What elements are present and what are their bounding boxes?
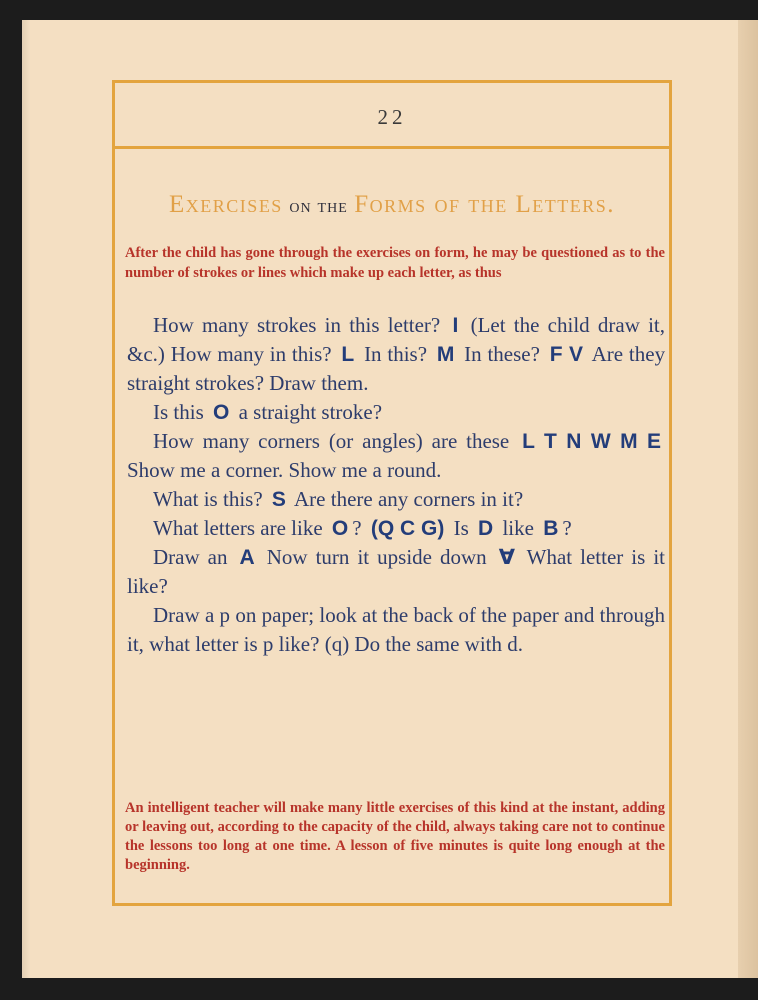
section-heading [115, 191, 669, 219]
letter-sample: O [331, 517, 349, 540]
letter-sample: (Q C G) [370, 517, 445, 540]
text: (Let the child draw it, &c.) How many in this? [127, 313, 666, 366]
page-frame [112, 80, 672, 906]
text: ? [562, 516, 572, 540]
text: like [502, 516, 534, 540]
letter-sample: D [478, 517, 494, 540]
text: In these? [464, 342, 540, 366]
text: Draw an [153, 545, 228, 569]
text: In this? [364, 342, 428, 366]
adjacent-page-edge [738, 20, 758, 978]
header-rule [115, 146, 669, 149]
letter-sample: S [271, 488, 286, 511]
text: What letter is it like? [127, 545, 666, 598]
page-number: 22 [377, 105, 407, 129]
heading-part-forms: Forms of the Letters. [354, 191, 615, 218]
letter-sample: B [543, 517, 559, 540]
text: What letters are like [153, 516, 323, 540]
text: Is [453, 516, 469, 540]
text: What is this? [153, 487, 263, 511]
letter-sample: I [452, 314, 459, 337]
letter-sample: M [436, 343, 455, 366]
letter-sample: F V [549, 343, 583, 366]
letter-sample: O [213, 401, 230, 424]
intro-note: After the child has gone through the exercises on form, he may be questioned as to the number of strokes or lines which make up each letter, as thus [125, 245, 665, 281]
letter-sample: ∀ [498, 546, 515, 569]
text: How many corners (or angles) are these [153, 429, 510, 453]
letter-sample: L [341, 343, 355, 366]
heading-part-on-the: on the [289, 195, 348, 217]
letter-sample: A [239, 546, 255, 569]
heading-part-exercises: Exercises [169, 191, 283, 218]
text: a straight stroke? [238, 400, 383, 424]
paragraph-corners [127, 427, 665, 485]
text: Is this [153, 400, 204, 424]
text: Now turn it upside down [266, 545, 487, 569]
paragraph-round [127, 398, 665, 427]
closing-note: An intelligent teacher will make many little exercises of this kind at the instant, adding or leaving out, according to the capacity of the child, always taking care not to continue the lessons too long at one time. A lesson of five minutes is quite long enough at the beginning. [125, 800, 665, 873]
paragraph-strokes [127, 311, 665, 398]
paragraph-upside-down [127, 543, 665, 601]
letter-sample: L T N W M E [522, 430, 662, 453]
paragraph-like-o [127, 514, 665, 543]
text: How many strokes in this letter? [153, 313, 441, 337]
exercise-body [127, 311, 665, 659]
page-gutter-shadow [22, 20, 30, 978]
paragraph-s [127, 485, 665, 514]
book-page [22, 20, 738, 978]
text: ? [352, 516, 362, 540]
text: Are they straight strokes? Draw them. [127, 342, 666, 395]
text: Are there any corners in it? [294, 487, 524, 511]
text: Show me a corner. Show me a round. [127, 458, 442, 482]
paragraph-p-and-q: Draw a p on paper; look at the back of the paper and through it, what letter is p like? (q) Do the same with d. [127, 603, 665, 656]
